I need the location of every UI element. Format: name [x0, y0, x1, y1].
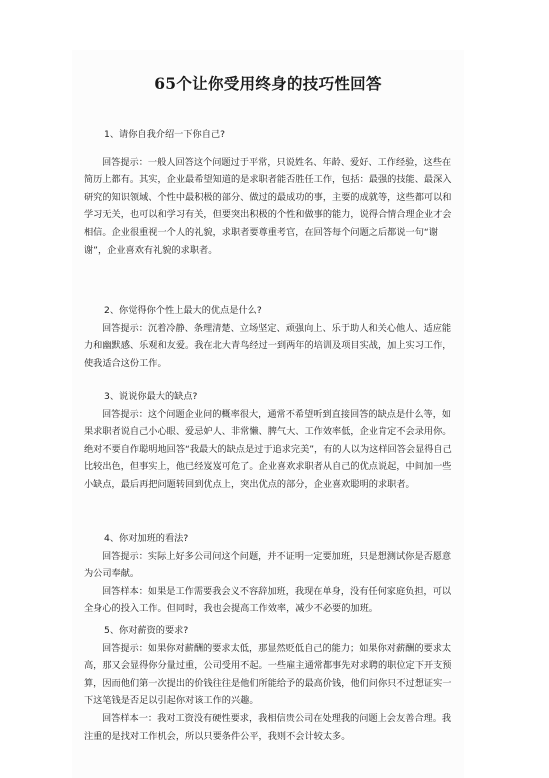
question-heading: 1、请你自我介绍一下你自己? [104, 129, 225, 140]
answer-paragraph: 回答提示：一般人回答这个问题过于平常，只说姓名、年龄、爱好、工作经验，这些在简历上都有。其实，企业最希望知道的是求职者能否胜任工作，包括：最强的技能、最深入研究的知识领域、个性中最积极的部分、做过的最成功的事，主要的成就等，这些都可以和学习无关，也可以和学习有关，但要突出积极的个性和做事的能力，说得合情合理企业才会相信。企业很重视一个人的礼貌，求职者要尊重考官，在回答每个问题之后都说一句“谢谢”，企业喜欢有礼貌的求职者。 [84, 156, 452, 256]
question-heading: 5、你对薪资的要求? [104, 625, 189, 636]
question-heading: 2、你觉得你个性上最大的优点是什么? [104, 305, 262, 316]
question-heading: 4、你对加班的看法? [104, 533, 189, 544]
answer-paragraph: 回答提示：沉着冷静、条理清楚、立场坚定、顽强向上、乐于助人和关心他人、适应能力和幽默感、乐观和友爱。我在北大青鸟经过一到两年的培训及项目实战，加上实习工作，使我适合这份工作。 [84, 322, 452, 369]
question-heading: 3、说说你最大的缺点? [104, 391, 198, 402]
answer-paragraph: 回答样本一：我对工资没有硬性要求，我相信贵公司在处理我的问题上会友善合理。我注重的是找对工作机会，所以只要条件公平，我则不会计较太多。 [84, 712, 452, 742]
answer-paragraph: 回答提示：实际上好多公司问这个问题，并不证明一定要加班，只是想测试你是否愿意为公司奉献。 [84, 550, 452, 580]
answer-paragraph: 回答提示：这个问题企业问的概率很大，通常不希望听到直接回答的缺点是什么等，如果求职者说自己小心眼、爱忌妒人、非常懒、脾气大、工作效率低，企业肯定不会录用你。绝对不要自作聪明地回答“我最大的缺点是过于追求完美”，有的人以为这样回答会显得自己比较出色，但事实上，他已经岌岌可危了。企业喜欢求职者从自己的优点说起，中间加一些小缺点，最后再把问题转回到优点上，突出优点的部分，企业喜欢聪明的求职者。 [84, 408, 452, 490]
question-section-1 [84, 126, 460, 259]
answer-paragraph: 回答提示：如果你对薪酬的要求太低，那显然贬低自己的能力；如果你对薪酬的要求太高，那又会显得你分量过重，公司受用不起。一些雇主通常都事先对求聘的职位定下开支预算，因而他们第一次提出的价钱往往是他们所能给予的最高价钱，他们问你只不过想证实一下这笔钱是否足以引起你对该工作的兴趣。 [84, 642, 452, 707]
question-section-2 [84, 302, 460, 372]
question-section-5 [84, 622, 460, 745]
document-title: 65个让你受用终身的技巧性回答 [154, 74, 382, 93]
question-section-4 [84, 530, 460, 618]
answer-paragraph: 回答样本：如果是工作需要我会义不容辞加班，我现在单身，没有任何家庭负担，可以全身心的投入工作。但同时，我也会提高工作效率，减少不必要的加班。 [84, 585, 452, 615]
question-section-3 [84, 388, 460, 494]
document-page [72, 50, 464, 778]
